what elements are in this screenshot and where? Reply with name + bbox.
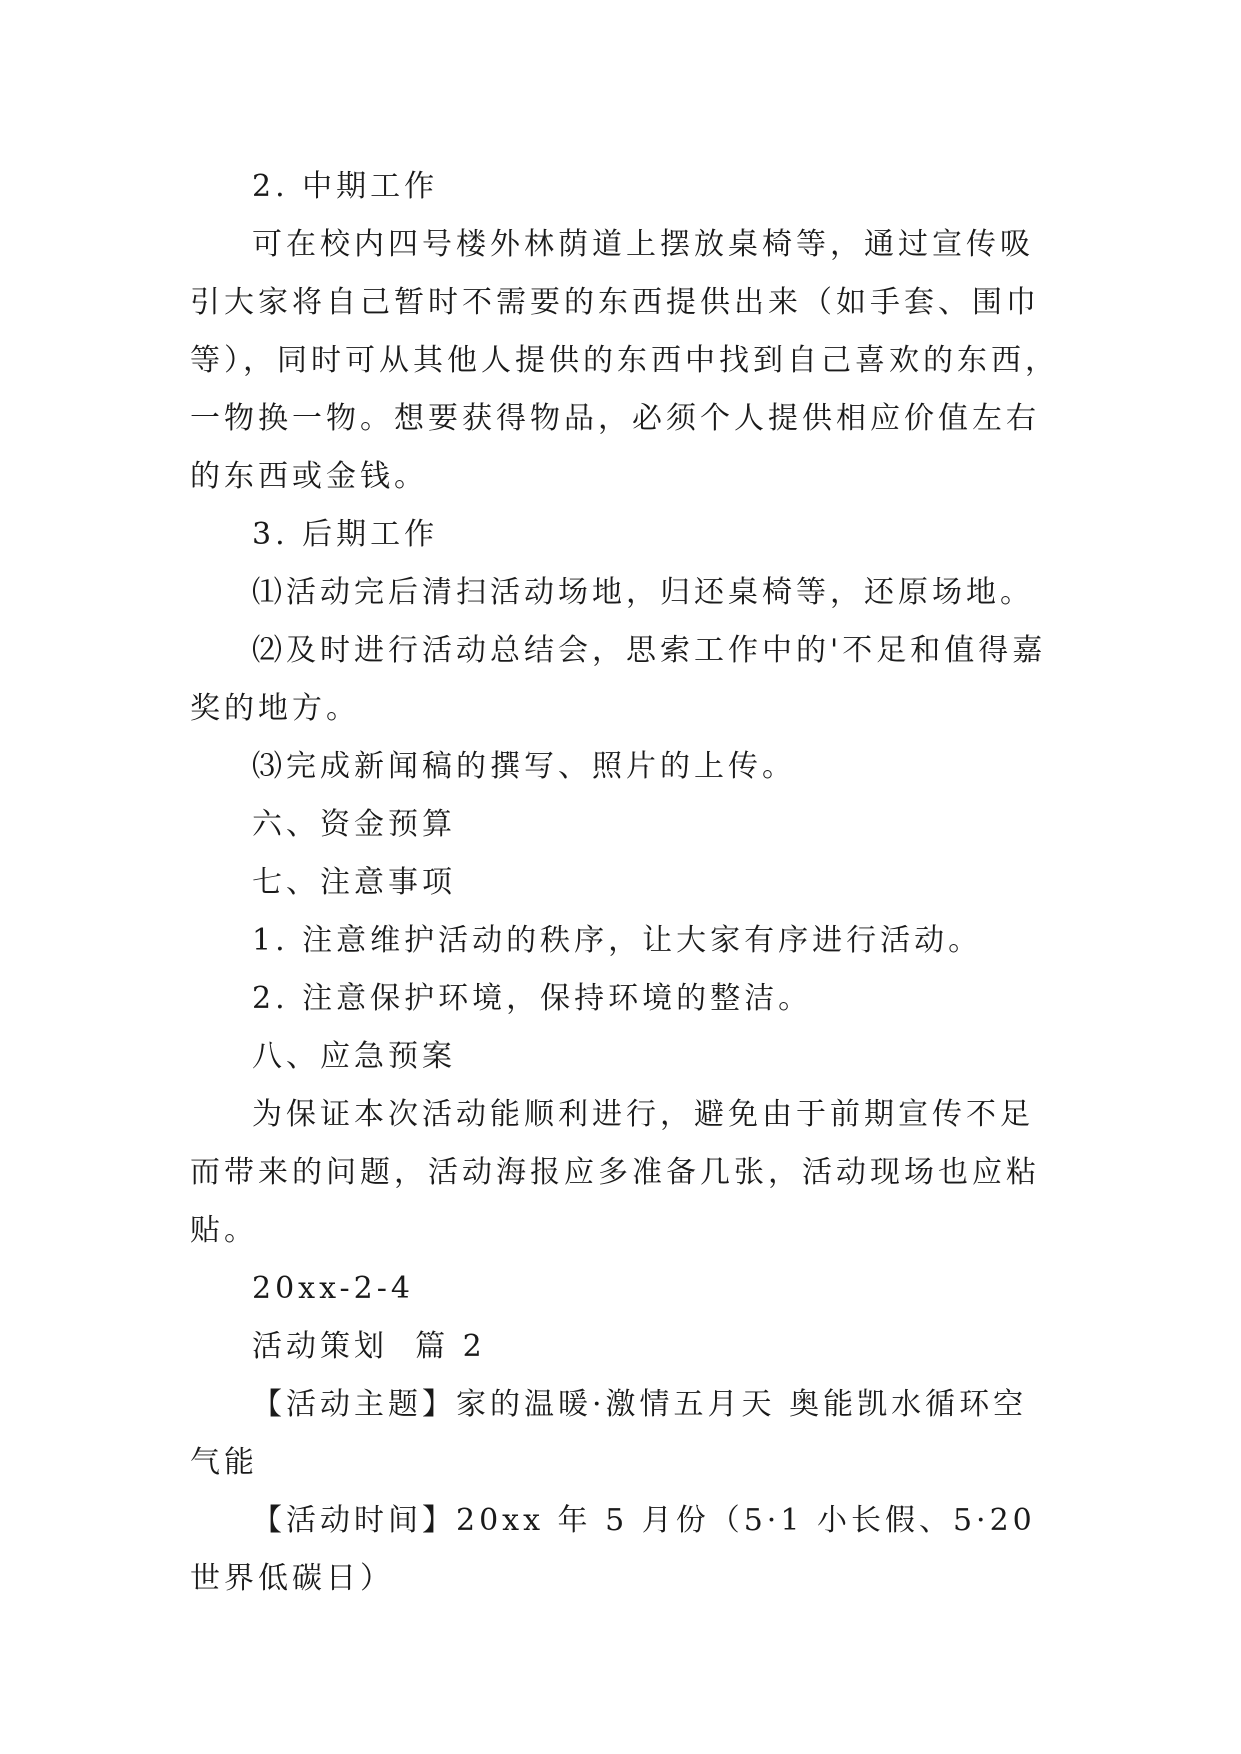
body-paragraph: 可在校内四号楼外林荫道上摆放桌椅等，通过宣传吸引大家将自己暂时不需要的东西提供出来（如手套、围巾等），同时可从其他人提供的东西中找到自己喜欢的东西，一物换一物。想要获得物品，必须个人提供相应价值左右的东西或金钱。: [190, 227, 1059, 494]
date-line: 20xx-2-4: [252, 1271, 414, 1306]
article-title: 活动策划 篇 2: [252, 1329, 486, 1364]
section-heading: 六、资金预算: [252, 807, 456, 842]
list-item: 1. 注意维护活动的秩序，让大家有序进行活动。: [252, 923, 983, 958]
activity-time: 【活动时间】20xx 年 5 月份（5·1 小长假、5·20 世界低碳日）: [190, 1503, 1050, 1596]
list-item: ⑶完成新闻稿的撰写、照片的上传。: [252, 749, 796, 784]
section-heading: 八、应急预案: [252, 1039, 456, 1074]
list-item: ⑴活动完后清扫活动场地，归还桌椅等，还原场地。: [252, 575, 1034, 610]
section-heading: 3. 后期工作: [252, 517, 439, 552]
list-item: 2. 注意保护环境，保持环境的整洁。: [252, 981, 813, 1016]
activity-theme: 【活动主题】家的温暖·激情五月天 奥能凯水循环空气能: [190, 1387, 1028, 1480]
document-body: [190, 158, 1060, 1608]
section-heading: 2. 中期工作: [252, 169, 439, 204]
list-item: ⑵及时进行活动总结会，思索工作中的'不足和值得嘉奖的地方。: [190, 633, 1047, 726]
body-paragraph: 为保证本次活动能顺利进行，避免由于前期宣传不足而带来的问题，活动海报应多准备几张，活动现场也应粘贴。: [190, 1097, 1040, 1248]
section-heading: 七、注意事项: [252, 865, 456, 900]
